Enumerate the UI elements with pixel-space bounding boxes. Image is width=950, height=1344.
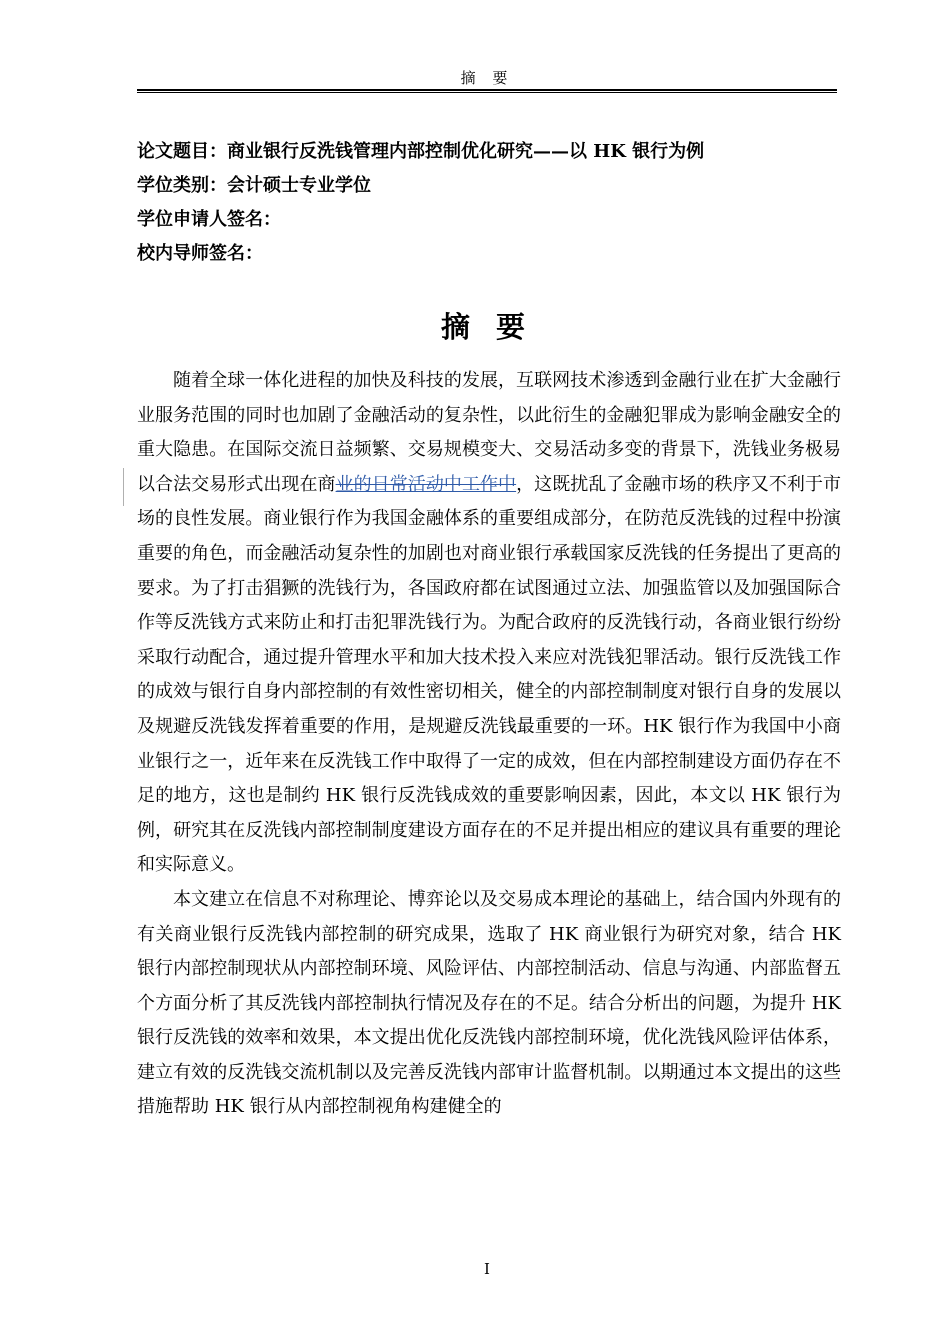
- page-number: I: [484, 1260, 490, 1278]
- abstract-paragraph-2: 本文建立在信息不对称理论、博弈论以及交易成本理论的基础上，结合国内外现有的有关商业银行反洗钱内部控制的研究成果，选取了 HK 商业银行为研究对象，结合 HK 银行内部控制现状从内部控制环境、风险评估、内部控制活动、信息与沟通、内部监督五个方面分析了其反洗钱内部控制执行情况及存在的不足。结合分析出的问题，为提升 HK 银行反洗钱的效率和效果，本文提出优化反洗钱内部控制环境，优化洗钱风险评估体系，建立有效的反洗钱交流机制以及完善反洗钱内部审计监督机制。以期通过本文提出的这些措施帮助 HK 银行从内部控制视角构建健全的: [137, 888, 841, 1118]
- header-rule-thin: [137, 92, 837, 93]
- applicant-signature-line: 学位申请人签名：: [137, 209, 281, 230]
- abstract-heading: 摘 要: [440, 310, 534, 344]
- running-header: 摘 要: [460, 69, 514, 87]
- tracked-change-deletion[interactable]: 业的日常活动中工作中: [335, 473, 517, 495]
- paragraph-1-text-before: 随着全球一体化进程的加快及科技的发展，互联网技术渗透到金融行业在扩大金融行业服务范围的同时也加剧了金融活动的复杂性，以此衍生的金融犯罪成为影响金融安全的重大隐患。在国际交流日益频繁、交易规模变大、交易活动多变的背景下，洗钱业务极易以合法交易形式出现在商: [137, 370, 841, 495]
- degree-type-value: 会计硕士专业学位: [227, 175, 371, 196]
- abstract-paragraph-1: [137, 364, 841, 883]
- header-rule: [137, 89, 837, 91]
- thesis-title-line: [137, 135, 857, 169]
- degree-type-line: [137, 169, 857, 203]
- thesis-meta: [137, 135, 857, 271]
- revision-change-bar: [123, 468, 124, 506]
- degree-type-label: 学位类别：: [137, 175, 227, 196]
- thesis-title-value: 商业银行反洗钱管理内部控制优化研究——以 HK 银行为例: [227, 141, 705, 162]
- advisor-signature-line: 校内导师签名：: [137, 243, 263, 264]
- thesis-title-label: 论文题目：: [137, 141, 227, 162]
- paragraph-1-text-after: ，这既扰乱了金融市场的秩序又不利于市场的良性发展。商业银行作为我国金融体系的重要组成部分，在防范反洗钱的过程中扮演重要的角色，而金融活动复杂性的加剧也对商业银行承载国家反洗钱的任务提出了更高的要求。为了打击猖獗的洗钱行为，各国政府都在试图通过立法、加强监管以及加强国际合作等反洗钱方式来防止和打击犯罪洗钱行为。为配合政府的反洗钱行动，各商业银行纷纷采取行动配合，通过提升管理水平和加大技术投入来应对洗钱犯罪活动。银行反洗钱工作的成效与银行自身内部控制的有效性密切相关，健全的内部控制制度对银行自身的发展以及规避反洗钱发挥着重要的作用，是规避反洗钱最重要的一环。HK 银行作为我国中小商业银行之一，近年来在反洗钱工作中取得了一定的成效，但在内部控制建设方面仍存在不足的地方，这也是制约 HK 银行反洗钱成效的重要影响因素，因此，本文以 HK 银行为例，研究其在反洗钱内部控制制度建设方面存在的不足并提出相应的建议具有重要的理论和实际意义。: [137, 473, 842, 876]
- abstract-body: [137, 364, 841, 1125]
